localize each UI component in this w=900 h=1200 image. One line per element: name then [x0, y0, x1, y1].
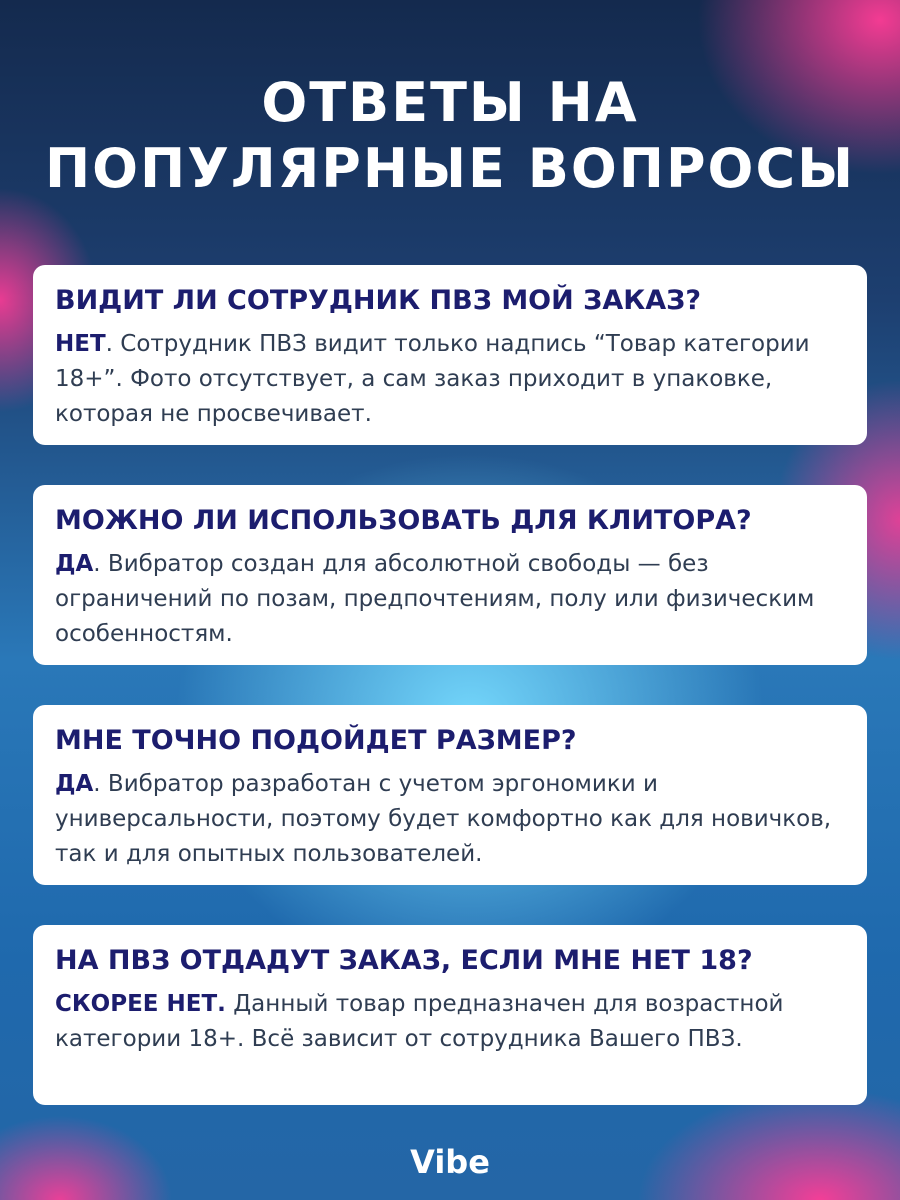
- faq-question: МОЖНО ЛИ ИСПОЛЬЗОВАТЬ ДЛЯ КЛИТОРА?: [55, 505, 752, 536]
- faq-answer-text: . Сотрудник ПВЗ видит только надпись “Товар категории 18+”. Фото отсутствует, а сам заказ приходит в упаковке, которая не просвечивает.: [55, 331, 810, 427]
- faq-question: ВИДИТ ЛИ СОТРУДНИК ПВЗ МОЙ ЗАКАЗ?: [55, 285, 702, 316]
- faq-answer-text: Данный товар предназначен для возрастной категории 18+. Всё зависит от сотрудника Вашего ПВЗ.: [55, 991, 784, 1052]
- page-title-line-1: ОТВЕТЫ НА: [261, 71, 639, 134]
- faq-answer-text: . Вибратор разработан с учетом эргономики и универсальности, поэтому будет комфортно как для новичков, так и для опытных пользователей.: [55, 771, 832, 867]
- page-title-line-2: ПОПУЛЯРНЫЕ ВОПРОСЫ: [44, 137, 856, 200]
- faq-answer-lead: ДА: [55, 771, 94, 797]
- faq-question: НА ПВЗ ОТДАДУТ ЗАКАЗ, ЕСЛИ МНЕ НЕТ 18?: [55, 945, 753, 976]
- faq-answer-lead: ДА: [55, 551, 94, 577]
- faq-answer-lead: НЕТ: [55, 331, 106, 357]
- faq-answer-lead: СКОРЕЕ НЕТ.: [55, 991, 226, 1017]
- faq-card-age: [33, 925, 867, 1105]
- faq-question: МНЕ ТОЧНО ПОДОЙДЕТ РАЗМЕР?: [55, 725, 577, 756]
- faq-answer: [55, 987, 845, 1057]
- brand-logo: Vibe: [410, 1143, 490, 1181]
- faq-answer: [55, 327, 845, 432]
- faq-answer: [55, 547, 845, 652]
- faq-answer: [55, 767, 845, 872]
- page-title: [0, 70, 900, 202]
- faq-answer-text: . Вибратор создан для абсолютной свободы — без ограничений по позам, предпочтениям, полу или физическим особенностям.: [55, 551, 815, 647]
- faq-card-size: [33, 705, 867, 885]
- faq-card-pvz-visibility: [33, 265, 867, 445]
- faq-card-usage: [33, 485, 867, 665]
